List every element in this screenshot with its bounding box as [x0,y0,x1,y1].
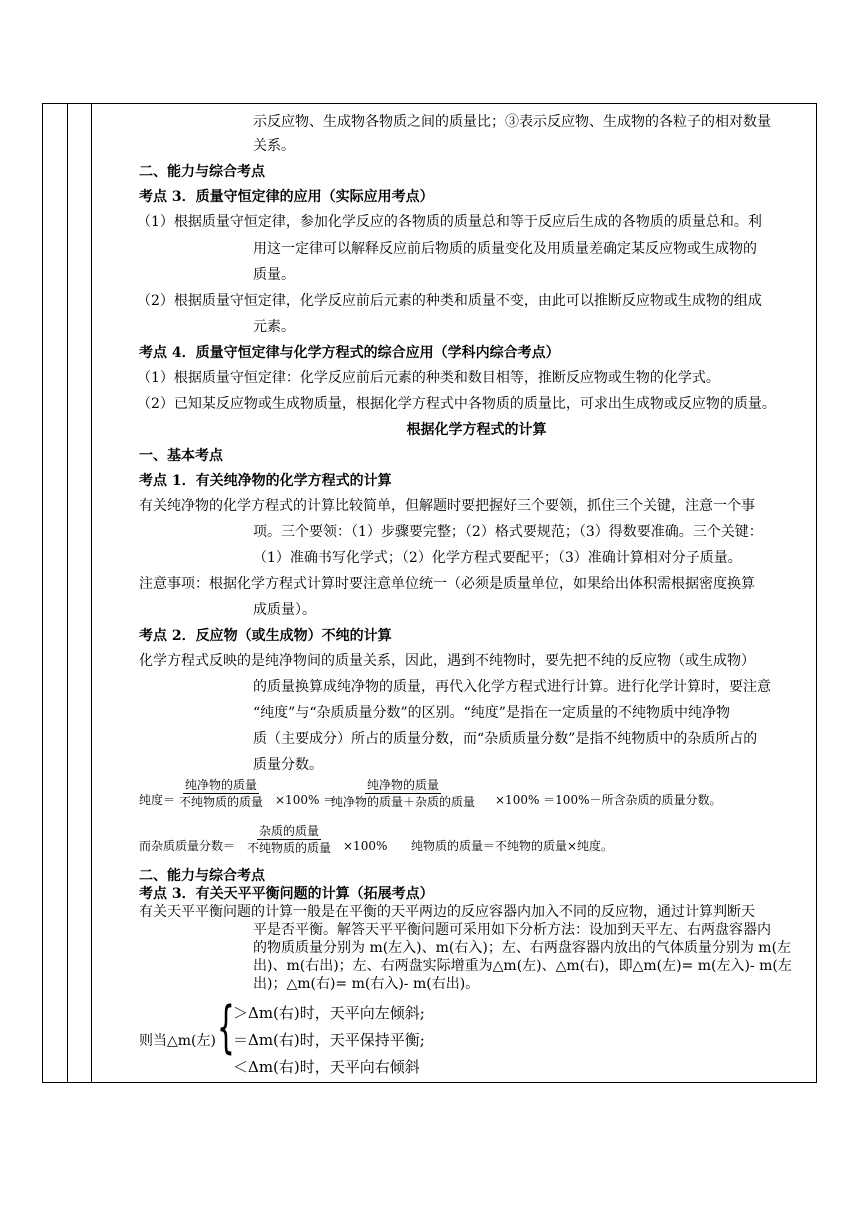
case-line: ＜Δm(右)时，天平向右倾斜 [233,1058,420,1076]
fraction [245,824,333,855]
text-line: （2）已知某反应物或生成物质量，根据化学方程式中各物质的质量比，可求出生成物或反应物的质量。 [137,396,776,412]
text-line: 有关天平平衡问题的计算一般是在平衡的天平两边的反应容器内加入不同的反应物，通过计算判断天 [139,904,755,920]
text-line: 的物质质量分别为 m(左入)、m(右入)；左、右两盘容器内放出的气体质量分别为 m(左 [253,940,792,956]
fraction [177,778,265,809]
text-line: 元素。 [253,319,295,335]
text-line: （1）准确书写化学式；（2）化学方程式要配平；（3）准确计算相对分子质量。 [253,550,742,566]
formula-text: ×100% ＝100%－所含杂质的质量分数。 [495,793,722,807]
fraction [329,778,477,809]
text-line: 的质量换算成纯净物的质量，再代入化学方程式进行计算。进行化学计算时，要注意 [253,679,771,695]
topic-heading: 考点 2．反应物（或生成物）不纯的计算 [139,628,392,644]
formula-text: ×100% ＝ [275,793,336,807]
text-line: 项。三个要领：（1）步骤要完整；（2）格式要规范；（3）得数要准确。三个关键： [253,524,763,540]
topic-heading: 考点 3．有关天平平衡问题的计算（拓展考点） [139,886,434,902]
topic-heading: 考点 3．质量守恒定律的应用（实际应用考点） [139,189,434,205]
text-line: 出)、m(右出)；左、右两盘实际增重为△m(左)、△m(右)，即△m(左)= m(左入)- m(左 [253,958,792,974]
denominator: 不纯物质的质量 [247,841,332,855]
text-line: 质（主要成分）所占的质量分数，而“杂质质量分数”是指不纯物质中的杂质所占的 [253,731,758,747]
topic-heading: 考点 4．质量守恒定律与化学方程式的综合应用（学科内综合考点） [139,345,560,361]
case-line: ＝Δm(右)时，天平保持平衡; [233,1031,425,1049]
text-line: 用这一定律可以解释反应前后物质的质量变化及用质量差确定某反应物或生成物的 [253,241,757,257]
numerator: 纯净物的质量 [367,778,440,792]
column-divider [91,104,92,1082]
text-line: 成质量）。 [253,602,316,618]
denominator: 不纯物质的质量 [179,795,264,809]
text-line: 质量。 [253,267,295,283]
text-line: 示反应物、生成物各物质之间的质量比；③表示反应物、生成物的各粒子的相对数量 [253,114,771,130]
text-line: “纯度”与“杂质质量分数”的区别。“纯度”是指在一定质量的不纯物质中纯净物 [253,705,730,721]
text-line: 化学方程式反映的是纯净物间的质量关系，因此，遇到不纯物时，要先把不纯的反应物（或生成物） [139,653,755,669]
section-heading: 一、基本考点 [139,448,223,464]
denominator: 纯净物的质量＋杂质的质量 [331,795,476,809]
text-line: 关系。 [253,138,295,154]
section-title: 根据化学方程式的计算 [406,422,547,438]
formula-label: 纯度＝ [139,793,176,807]
case-line: ＞Δm(右)时，天平向左倾斜; [233,1004,425,1022]
text-line: （1）根据质量守恒定律，参加化学反应的各物质的质量总和等于反应后生成的各物质的质量总和。利 [137,214,762,230]
section-heading: 二、能力与综合考点 [139,164,265,180]
text-line: 有关纯净物的化学方程式的计算比较简单，但解题时要把握好三个要领，抓住三个关键，注意一个事 [139,498,755,514]
text-line: 平是否平衡。解答天平平衡问题可采用如下分析方法：设加到天平左、右两盘容器内 [253,922,771,938]
formula-text: 纯物质的质量＝不纯物的质量×纯度。 [411,839,614,853]
section-heading: 二、能力与综合考点 [139,868,265,884]
left-brace: { [217,995,235,1060]
numerator: 纯净物的质量 [185,778,258,792]
formula-label: 而杂质质量分数＝ [139,839,236,853]
column-divider [67,104,68,1082]
topic-heading: 考点 1．有关纯净物的化学方程式的计算 [139,473,392,489]
table-frame [42,103,817,1083]
formula-text: ×100% [343,839,388,853]
text-line: 注意事项：根据化学方程式计算时要注意单位统一（必须是质量单位，如果给出体积需根据密度换算 [139,576,755,592]
cases-label: 则当△m(左) [139,1033,216,1049]
numerator: 杂质的质量 [259,824,320,838]
text-line: （1）根据质量守恒定律：化学反应前后元素的种类和数目相等，推断反应物或生物的化学式。 [137,370,720,386]
text-line: （2）根据质量守恒定律，化学反应前后元素的种类和质量不变，由此可以推断反应物或生成物的组成 [137,293,762,309]
content-cell [137,104,816,1082]
text-line: 质量分数。 [253,757,323,773]
text-line: 出)；△m(右)= m(右入)- m(右出)。 [253,976,480,992]
